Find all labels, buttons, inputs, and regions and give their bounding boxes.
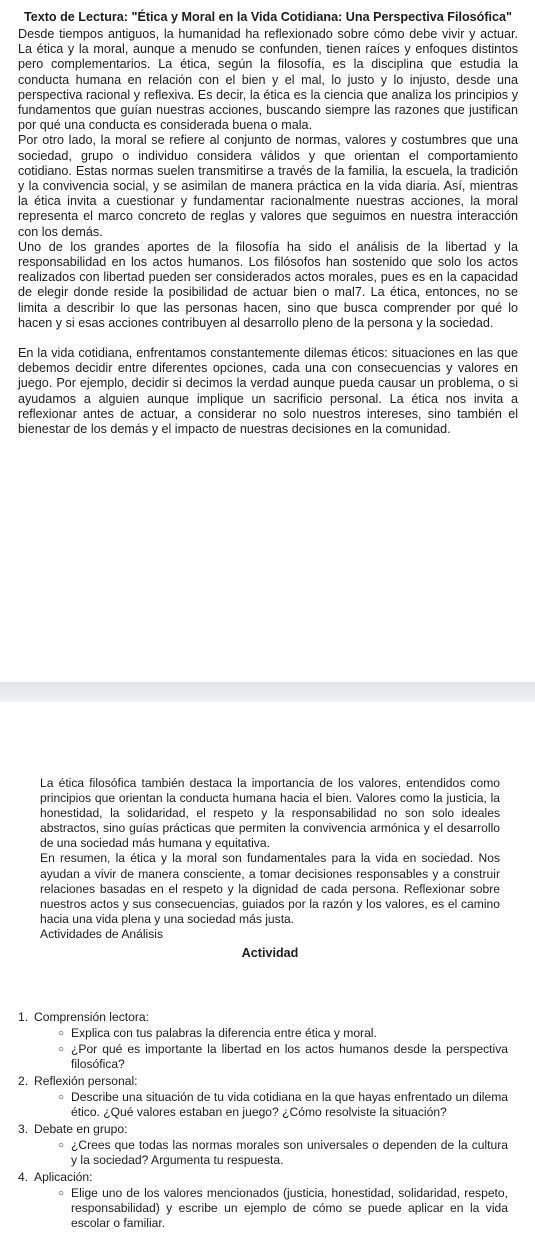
bullet-icon: ○ bbox=[58, 1028, 65, 1039]
activity-item bbox=[18, 1074, 508, 1120]
reading-title: Texto de Lectura: "Ética y Moral en la Vida Cotidiana: Una Perspectiva Filosófica" bbox=[23, 10, 513, 24]
activity-title: Comprensión lectora: bbox=[34, 1010, 149, 1024]
activity-title: Aplicación: bbox=[34, 1170, 93, 1184]
activity-item bbox=[18, 1122, 508, 1168]
bullet-icon: ○ bbox=[58, 1044, 65, 1055]
page-separator bbox=[0, 682, 535, 702]
activities-list bbox=[18, 1010, 508, 1233]
question-text: ¿Por qué es importante la libertad en los actos humanos desde la perspectiva filosófica? bbox=[71, 1042, 508, 1071]
question-text: Describe una situación de tu vida cotidiana en la que hayas enfrentado un dilema ético. ¿Qué valores estaban en juego? ¿Cómo resolviste la situación? bbox=[71, 1090, 508, 1119]
activity-number: 3. bbox=[18, 1122, 29, 1136]
activity-item bbox=[18, 1170, 508, 1231]
activity-number: 2. bbox=[18, 1074, 29, 1088]
paragraph-ethical-dilemmas: En la vida cotidiana, enfrentamos constantemente dilemas éticos: situaciones en las que debemos decidir entre diferentes opciones, cada una con consecuencias y valores en juego. Por ejemplo, decidir si decimos la verdad aunque pueda causar un problema, o si ayudamos a alguien aunque implique un sacrificio personal. La ética nos invita a reflexionar antes de actuar, a considerar no solo nuestros intereses, sino también el bienestar de los demás y el impacto de nuestras decisiones en la comunidad. bbox=[18, 346, 518, 437]
paragraph-ethics-definition: Desde tiempos antiguos, la humanidad ha reflexionado sobre cómo debe vivir y actuar. La ética y la moral, aunque a menudo se confunden, tienen raíces y enfoques distintos pero complementarios. La ética, según la filosofía, es la disciplina que estudia la conducta humana en relación con el bien y el mal, lo justo y lo injusto, desde una perspectiva racional y reflexiva. Es decir, la ética es la ciencia que analiza los principios y fundamentos que guían nuestras acciones, buscando siempre las razones que justifican por qué una conducta es considerada buena o mala. bbox=[18, 27, 518, 133]
paragraph-values: La ética filosófica también destaca la importancia de los valores, entendidos como principios que orientan la conducta humana hacia el bien. Valores como la justicia, la honestidad, la solidaridad, el respeto y la responsabilidad no son solo ideales abstractos, sino guías prácticas que permiten la convivencia armónica y el desarrollo de una sociedad más humana y equitativa. bbox=[40, 776, 500, 851]
activity-title: Debate en grupo: bbox=[34, 1122, 128, 1136]
activity-questions bbox=[34, 1090, 508, 1120]
page-2-content bbox=[40, 776, 500, 962]
activity-title: Reflexión personal: bbox=[34, 1074, 138, 1088]
paragraph-moral-definition: Por otro lado, la moral se refiere al conjunto de normas, valores y costumbres que una sociedad, grupo o individuo considera válidos y que orientan el comportamiento cotidiano. Estas normas suelen transmitirse a través de la familia, la escuela, la tradición y la convivencia social, y se asimilan de manera práctica en la vida diaria. Así, mientras la ética invita a cuestionar y fundamentar racionalmente nuestras acciones, la moral representa el marco concreto de reglas y valores que seguimos en nuestra interacción con los demás. bbox=[18, 133, 518, 239]
activity-number: 4. bbox=[18, 1170, 29, 1184]
question-text: Explica con tus palabras la diferencia entre ética y moral. bbox=[71, 1026, 377, 1040]
paragraph-freedom-responsibility: Uno de los grandes aportes de la filosofía ha sido el análisis de la libertad y la responsabilidad en los actos humanos. Los filósofos han sostenido que solo los actos realizados con libertad pueden ser considerados actos morales, pues es en la capacidad de elegir donde reside la posibilidad de actuar bien o mal7. La ética, entonces, no se limita a describir lo que las personas hacen, sino que busca comprender por qué lo hacen y si esas acciones contribuyen al desarrollo pleno de la persona y la sociedad. bbox=[18, 239, 518, 330]
bullet-icon: ○ bbox=[58, 1188, 65, 1199]
paragraph-summary: En resumen, la ética y la moral son fundamentales para la vida en sociedad. Nos ayudan a vivir de manera consciente, a tomar decisiones responsables y a construir relaciones basadas en el respeto y la dignidad de cada persona. Reflexionar sobre nuestros actos y sus consecuencias, guiados por la razón y los valores, es el camino hacia una vida plena y una sociedad más justa. bbox=[40, 851, 500, 926]
question-text: ¿Crees que todas las normas morales son universales o dependen de la cultura y la sociedad? Argumenta tu respuesta. bbox=[71, 1138, 508, 1167]
question-text: Elige uno de los valores mencionados (justicia, honestidad, solidaridad, respeto, responsabilidad) y escribe un ejemplo de cómo se puede aplicar en la vida escolar o familiar. bbox=[71, 1186, 508, 1230]
question-item bbox=[58, 1042, 508, 1072]
activity-heading: Actividad bbox=[241, 945, 299, 960]
bullet-icon: ○ bbox=[58, 1092, 65, 1103]
activity-questions bbox=[34, 1186, 508, 1231]
page-1-content bbox=[18, 10, 518, 437]
question-item bbox=[58, 1090, 508, 1120]
activities-label: Actividades de Análisis bbox=[40, 926, 164, 941]
question-item bbox=[58, 1138, 508, 1168]
activity-questions bbox=[34, 1138, 508, 1168]
activity-item bbox=[18, 1010, 508, 1072]
activity-number: 1. bbox=[18, 1010, 29, 1024]
bullet-icon: ○ bbox=[58, 1140, 65, 1151]
question-item bbox=[58, 1026, 508, 1041]
question-item bbox=[58, 1186, 508, 1231]
activity-questions bbox=[34, 1026, 508, 1072]
